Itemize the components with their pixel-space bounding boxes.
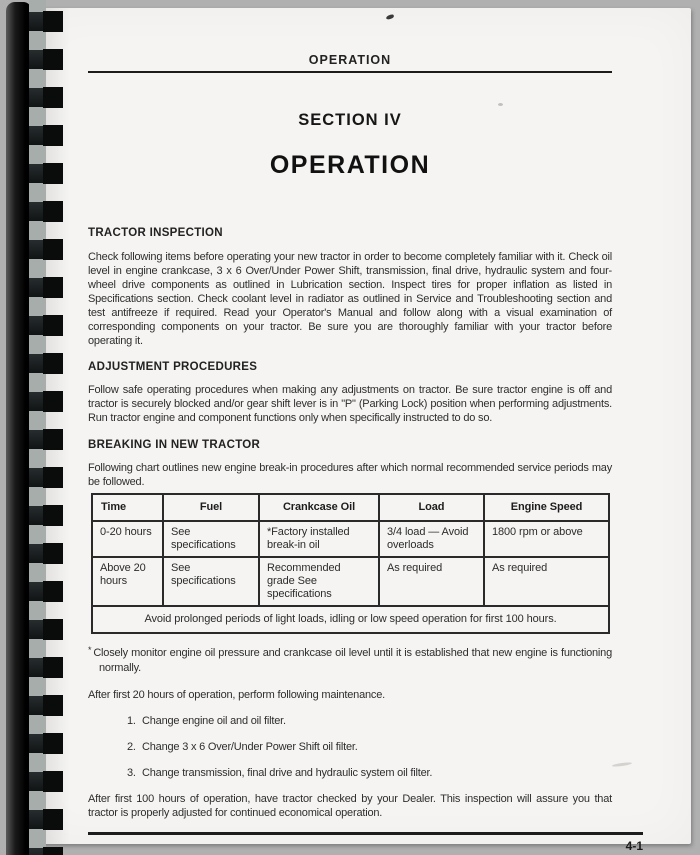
cell-engine-speed: As required — [484, 557, 609, 606]
cell-engine-speed: 1800 rpm or above — [484, 521, 609, 557]
cell-time: Above 20 hours — [92, 557, 163, 606]
column-header-load: Load — [379, 494, 484, 521]
table-row — [92, 521, 609, 557]
list-item — [127, 766, 612, 780]
list-item-number: 3. — [127, 767, 136, 779]
footnote-text: Closely monitor engine oil pressure and crankcase oil level until it is established that new engine is functioning normally. — [93, 647, 612, 674]
running-header: OPERATION — [308, 53, 392, 67]
cell-time: 0-20 hours — [92, 521, 163, 557]
binding-teeth-tips — [43, 0, 63, 855]
heading-adjustment-procedures: ADJUSTMENT PROCEDURES — [88, 361, 258, 373]
column-header-engine-speed: Engine Speed — [484, 494, 609, 521]
table-footer-note: Avoid prolonged periods of light loads, idling or low speed operation for first 100 hours. — [92, 606, 609, 633]
list-item — [127, 714, 612, 728]
list-item-text: Change 3 x 6 Over/Under Power Shift oil filter. — [142, 741, 358, 753]
list-item-number: 1. — [127, 715, 136, 727]
cell-crankcase-oil: *Factory installed break-in oil — [259, 521, 379, 557]
column-header-crankcase-oil: Crankcase Oil — [259, 494, 379, 521]
paragraph-breaking-in: Following chart outlines new engine break-in procedures after which normal recommended service periods may be followed. — [88, 462, 612, 488]
cell-fuel: See specifications — [163, 557, 259, 606]
list-item-text: Change engine oil and oil filter. — [142, 715, 286, 727]
cell-fuel: See specifications — [163, 521, 259, 557]
table-header-row — [92, 494, 609, 521]
footer-rule — [88, 832, 643, 835]
list-item-number: 2. — [127, 741, 136, 753]
list-item-text: Change transmission, final drive and hydraulic system oil filter. — [142, 767, 433, 779]
section-label: SECTION IV — [298, 111, 402, 129]
maintenance-list — [88, 714, 612, 780]
table-footer-row — [92, 606, 609, 633]
list-item — [127, 740, 612, 754]
page-number: 4-1 — [625, 839, 643, 853]
heading-tractor-inspection: TRACTOR INSPECTION — [88, 227, 223, 239]
column-header-fuel: Fuel — [163, 494, 259, 521]
break-in-table — [91, 493, 610, 634]
page-title: OPERATION — [269, 151, 431, 179]
scan-speck — [498, 103, 503, 106]
manual-page — [30, 8, 691, 853]
table-row — [92, 557, 609, 606]
header-rule — [88, 71, 612, 73]
cell-load: 3/4 load — Avoid overloads — [379, 521, 484, 557]
maintenance-intro: After first 20 hours of operation, perform following maintenance. — [88, 689, 385, 701]
footnote-marker: * — [88, 645, 92, 655]
closing-paragraph: After first 100 hours of operation, have tractor checked by your Dealer. This inspection will assure you that tractor is properly adjusted for continued economical operation. — [88, 793, 612, 819]
cell-load: As required — [379, 557, 484, 606]
heading-breaking-in-new-tractor: BREAKING IN NEW TRACTOR — [88, 439, 261, 451]
paragraph-tractor-inspection: Check following items before operating your new tractor in order to become completely familiar with it. Check oil level in engine crankcase, 3 x 6 Over/Under Power Shift, transmission, final drive, hydraulic system and four-wheel drive components as outlined in Lubrication section. Inspect tires for proper inflation as listed in Specifications section. Check coolant level in radiator as outlined in Service and Troubleshooting section and test antifreeze if required. Read your Operator's Manual and follow along with a visual examination of corresponding components on your tractor. Be sure you are thoroughly familiar with your tractor before operating it. — [88, 251, 612, 347]
column-header-time: Time — [92, 494, 163, 521]
page-content — [88, 8, 643, 853]
cell-crankcase-oil: Recommended grade See specifications — [259, 557, 379, 606]
paragraph-adjustment-procedures: Follow safe operating procedures when making any adjustments on tractor. Be sure tractor engine is off and tractor is securely blocked and/or gear shift lever is in "P" (Parking Lock) position when performing adjustments. Run tractor engine and component functions only when specifically instructed to do so. — [88, 384, 612, 424]
footnote — [88, 643, 612, 676]
